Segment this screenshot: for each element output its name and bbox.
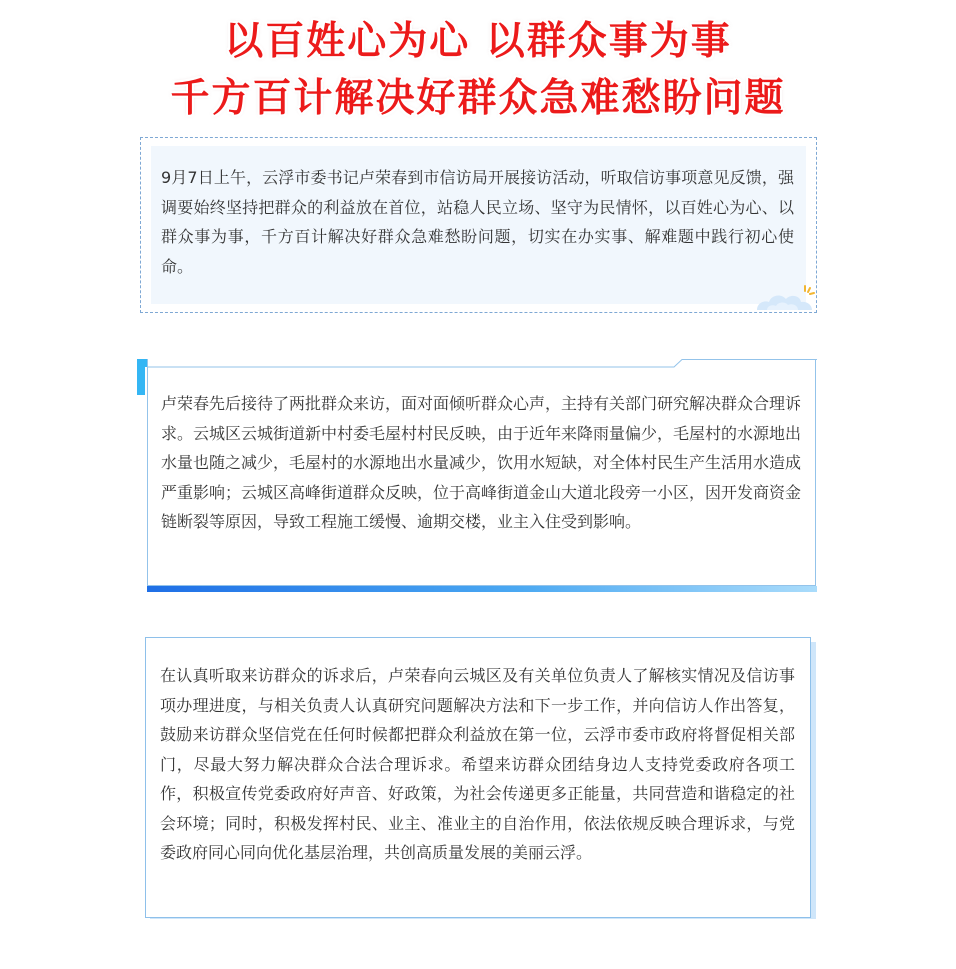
response-paragraph: 在认真听取来访群众的诉求后，卢荣春向云城区及有关单位负责人了解核实情况及信访事项办理进度，与相关负责人认真研究问题解决方法和下一步工作，并向信访人作出答复，鼓励来访群众坚信党在任何时候都把群众利益放在第一位，云浮市委市政府将督促相关部门，尽最大努力解决群众合法合理诉求。希望来访群众团结身边人支持党委政府各项工作，积极宣传党委政府好声音、好政策，为社会传递更多正能量，共同营造和谐稳定的社会环境；同时，积极发挥村民、业主、准业主的自治作用，依法依规反映合理诉求，与党委政府同心同向优化基层治理，共创高质量发展的美丽云浮。	[160, 666, 795, 862]
cloud-sun-icon	[753, 283, 815, 311]
intro-box-background	[151, 146, 806, 304]
visit-paragraph: 卢荣春先后接待了两批群众来访，面对面倾听群众心声，主持有关部门研究解决群众合理诉求。云城区云城街道新中村委毛屋村村民反映，由于近年来降雨量偏少，毛屋村的水源地出水量也随之减少，毛屋村的水源地出水量减少，饮用水短缺，对全体村民生产生活用水造成严重影响；云城区高峰街道群众反映，位于高峰街道金山大道北段旁一小区，因开发商资金链断裂等原因，导致工程施工缓慢、逾期交楼，业主入住受到影响。	[161, 394, 802, 531]
visit-box-top-border	[148, 359, 817, 369]
headline-line-1: 以百姓心为心 以群众事为事	[224, 19, 732, 64]
visit-box-bottom-bar	[147, 586, 817, 592]
response-box	[145, 637, 811, 918]
intro-paragraph: 9月7日上午，云浮市委书记卢荣春到市信访局开展接访活动，听取信访事项意见反馈，强调要始终坚持把群众的利益放在首位，站稳人民立场、坚守为民情怀，以百姓心为心、以群众事为事，千方百计解决好群众急难愁盼问题，切实在办实事、解难题中践行初心使命。	[161, 168, 794, 276]
visit-box	[147, 359, 816, 586]
intro-box	[140, 137, 817, 313]
headline-line-2: 千方百计解决好群众急难愁盼问题	[170, 76, 786, 121]
